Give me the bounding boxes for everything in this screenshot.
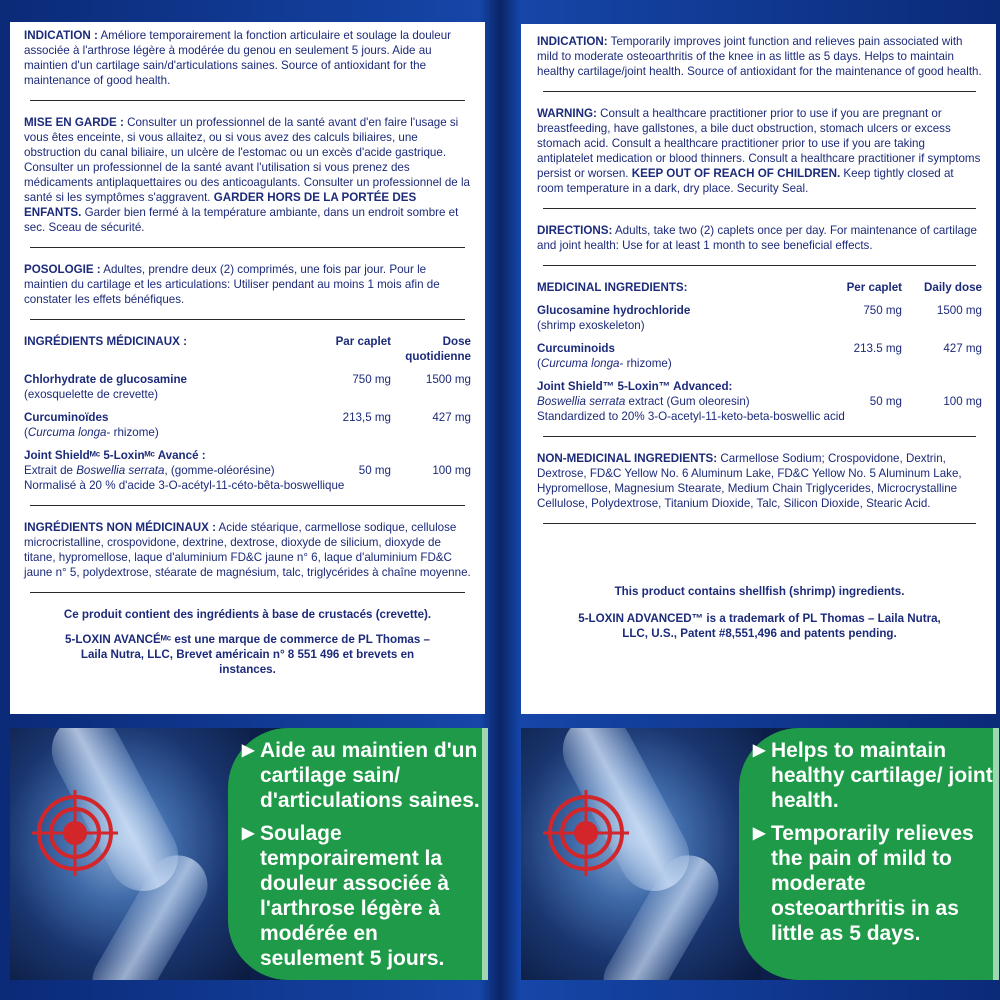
- ingredient-name: Curcuminoids: [537, 342, 615, 355]
- ingredient-row: [537, 379, 982, 424]
- warning-text-en: Consult a healthcare practitioner prior to use if you are pregnant or breastfeeding, have gallstones, a bile duct obstruction, stomach ulcers or excess stomach acid. Consult a healthcare practitioner prior to use if you are taking antiplatelet medication or blood thinners. Consult a healthcare practitioner if symptoms persist or worsen.: [537, 107, 981, 180]
- ingredient-row: Curcuminoids (Curcuma longa- rhizome) 213.5 mg 427 mg: [537, 342, 982, 370]
- benefit-item: [753, 821, 993, 946]
- shellfish-notice-en: This product contains shellfish (shrimp) ingredients.: [614, 585, 905, 598]
- ingredient-daily: 1500 mg: [425, 373, 471, 386]
- ingredient-source-latin: Curcuma longa: [27, 426, 107, 439]
- divider: [543, 523, 976, 524]
- divider: [30, 100, 465, 101]
- ingredient-daily: 427 mg: [943, 342, 982, 355]
- ingredient-extract-b: extract (Gum oleoresin): [625, 395, 750, 408]
- ingredient-row: [537, 303, 982, 333]
- nonmed-text-fr: Acide stéarique, carmellose sodique, cellulose microcristalline, crospovidone, dextrine, dextrose, dioxyde de silicium, dioxyde de titane, hypromellose, laque d'aluminium FD&C jaune n° 6, laque d'aluminium FD&C jaune n° 5, polydextrose, stéarate de magnésium, talc, triglycérides à chaîne moyenne.: [24, 521, 471, 579]
- trademark-notice-en: 5-LOXIN ADVANCED™ is a trademark of PL Thomas – Laila Nutra, LLC, U.S., Patent #8,551,496 and patents pending.: [578, 612, 941, 640]
- ingredient-standardized: Normalisé à 20 % d'acide 3-O-acétyl-11-céto-bêta-boswellique: [24, 479, 345, 492]
- ingredient-extract-latin: Boswellia serrata: [537, 395, 626, 408]
- benefit-text: Temporarily relieves the pain of mild to moderate osteoarthritis in as little as 5 days.: [771, 822, 974, 945]
- ingredient-daily: 427 mg: [432, 411, 471, 424]
- ingredient-per-caplet: 50 mg: [358, 464, 391, 477]
- indication-text-en: Temporarily improves joint function and relieves pain associated with mild to moderate osteoarthritis of the knee in as little as 5 days. Helps to maintain healthy cartilage/joint health. Source of antioxidant for the maintenance of good health.: [537, 35, 982, 78]
- nonmed-section-fr: [24, 520, 471, 580]
- ingredient-extract-latin: Boswellia serrata: [76, 464, 165, 477]
- crosshair-target-icon: [30, 788, 120, 878]
- shellfish-notice-fr: Ce produit contient des ingrédients à base de crustacés (crevette).: [63, 608, 432, 621]
- trademark-notice-fr: 5-LOXIN AVANCÉᴹᶜ est une marque de commerce de PL Thomas – Laila Nutra, LLC, Brevet américain n° 8 551 496 et brevets en instances.: [65, 633, 430, 676]
- col-per-caplet-fr: Par caplet: [335, 335, 391, 348]
- divider: [543, 208, 976, 209]
- benefit-item: [753, 738, 993, 813]
- warning-heading-en: WARNING:: [537, 107, 597, 120]
- ingredient-name: Chlorhydrate de glucosamine: [24, 373, 187, 386]
- indication-section-en: [537, 34, 982, 79]
- triangle-arrow-icon: ▶: [242, 825, 255, 842]
- warning-section-fr: [24, 115, 471, 235]
- directions-section-en: [537, 223, 982, 253]
- med-heading-fr: INGRÉDIENTS MÉDICINAUX :: [24, 335, 187, 348]
- divider: [30, 592, 465, 593]
- triangle-arrow-icon: ▶: [753, 742, 766, 759]
- benefit-text: Helps to maintain healthy cartilage/ joint health.: [771, 739, 993, 812]
- indication-heading-fr: INDICATION :: [24, 29, 98, 42]
- ingredient-source-latin: Curcuma longa: [540, 357, 620, 370]
- ingredient-source-rest: - rhizome): [106, 426, 159, 439]
- benefits-box-fr: [228, 728, 488, 980]
- ingredient-name: Glucosamine hydrochloride: [537, 304, 691, 317]
- ingredient-row: Curcuminoïdes (Curcuma longa- rhizome) 213,5 mg 427 mg: [24, 411, 471, 439]
- ingredient-name: Curcuminoïdes: [24, 411, 109, 424]
- english-label-panel: [521, 24, 996, 714]
- ingredient-daily: 100 mg: [943, 395, 982, 408]
- ingredient-name: Joint Shield™ 5-Loxin™ Advanced:: [537, 380, 733, 393]
- ingredient-per-caplet: 213,5 mg: [342, 411, 391, 424]
- indication-heading-en: INDICATION:: [537, 35, 608, 48]
- medicinal-ingredients-header-fr: [24, 334, 471, 364]
- divider: [543, 436, 976, 437]
- warning-section-en: [537, 106, 982, 196]
- nonmed-heading-en: NON-MEDICINAL INGREDIENTS:: [537, 452, 718, 465]
- dose-text-fr: Adultes, prendre deux (2) comprimés, une fois par jour. Pour le maintien du cartilage et les articulations: Utiliser pendant au moins 1 mois afin de constater les effets bénéfiques.: [24, 263, 440, 306]
- ingredient-source: (exosquelette de crevette): [24, 388, 159, 401]
- col-per-caplet-en: Per caplet: [846, 281, 902, 294]
- warning-heading-fr: MISE EN GARDE :: [24, 116, 124, 129]
- warning-text-fr: Consulter un professionnel de la santé avant d'en faire l'usage si vous êtes enceinte, si vous allaitez, ou si vous avez des calculs biliaires, une obstruction du canal biliaire, un ulcère de l'estomac ou un excès d'acide gastrique. Consulter un professionnel de la santé avant l'utilisation si vous prenez des médicaments antiplaquettaires ou des anticoagulants. Consulter un professionnel de la santé si les symptômes s'aggravent.: [24, 116, 470, 204]
- col-daily-dose-en: Daily dose: [924, 281, 982, 294]
- med-heading-en: MEDICINAL INGREDIENTS:: [537, 281, 688, 294]
- ingredient-per-caplet: 750 mg: [863, 304, 902, 317]
- divider: [30, 247, 465, 248]
- benefit-item: [242, 821, 482, 971]
- warning-bold-en: KEEP OUT OF REACH OF CHILDREN.: [631, 167, 841, 180]
- dose-section-fr: [24, 262, 471, 307]
- knee-joint-image: [10, 728, 250, 980]
- french-label-panel: [10, 22, 485, 714]
- ingredient-row: [24, 372, 471, 402]
- directions-text-en: Adults, take two (2) caplets once per day. For maintenance of cartilage and joint health: Use for at least 1 month to see beneficial effects.: [537, 224, 977, 252]
- medicinal-ingredients-header-en: [537, 280, 982, 295]
- directions-heading-en: DIRECTIONS:: [537, 224, 613, 237]
- divider: [543, 265, 976, 266]
- benefits-box-en: [739, 728, 999, 980]
- ingredient-standardized: Standardized to 20% 3-O-acetyl-11-keto-beta-boswellic acid: [537, 410, 845, 423]
- ingredient-daily: 1500 mg: [936, 304, 982, 317]
- ingredient-extract-a: Extrait de: [24, 464, 77, 477]
- warning-tail-fr: Garder bien fermé à la température ambiante, dans un endroit sombre et sec. Sceau de sécurité.: [24, 206, 459, 234]
- indication-text-fr: Améliore temporairement la fonction articulaire et soulage la douleur associée à l'arthrose légère à modérée du genou en seulement 5 jours. Aide au maintien d'un cartilage sain/d'articulations saines. Source of antioxidant for the maintenance of good health.: [24, 29, 452, 87]
- benefit-text: Soulage temporairement la douleur associée à l'arthrose légère à modérée en seulement 5 jours.: [260, 822, 450, 970]
- divider: [30, 505, 465, 506]
- knee-joint-image: [521, 728, 761, 980]
- ingredient-per-caplet: 750 mg: [352, 373, 391, 386]
- crosshair-target-icon: [541, 788, 631, 878]
- triangle-arrow-icon: ▶: [242, 742, 255, 759]
- indication-section-fr: [24, 28, 471, 88]
- benefit-text: Aide au maintien d'un cartilage sain/ d'articulations saines.: [260, 739, 480, 812]
- ingredient-row: [24, 448, 471, 493]
- ingredient-per-caplet: 50 mg: [869, 395, 902, 408]
- ingredient-per-caplet: 213.5 mg: [853, 342, 902, 355]
- warning-bold-fr: GARDER HORS DE LA PORTÉE DES ENFANTS.: [24, 191, 417, 219]
- ingredient-source: (shrimp exoskeleton): [537, 319, 645, 332]
- nonmed-section-en: [537, 451, 982, 511]
- nonmed-heading-fr: INGRÉDIENTS NON MÉDICINAUX :: [24, 521, 216, 534]
- ingredient-source-rest: - rhizome): [619, 357, 672, 370]
- triangle-arrow-icon: ▶: [753, 825, 766, 842]
- warning-tail-en: Keep tightly closed at room temperature in a dark, dry place. Security Seal.: [537, 167, 954, 195]
- divider: [543, 91, 976, 92]
- nonmed-text-en: Carmellose Sodium; Crospovidone, Dextrin, Dextrose, FD&C Yellow No. 6 Aluminum Lake, FD&C Yellow No. 5 Aluminum Lake, Hypromellose, Magnesium Stearate, Medium Chain Triglycerides, Microcrystalline Cellulose, Polydextrose, Titanium Dioxide, Talc, Silicon Dioxide, Stearic Acid.: [537, 452, 962, 510]
- divider: [30, 319, 465, 320]
- ingredient-extract-b: , (gomme-oléorésine): [164, 464, 275, 477]
- benefit-banner-fr: [10, 728, 488, 980]
- benefit-banner-en: [521, 728, 999, 980]
- ingredient-daily: 100 mg: [432, 464, 471, 477]
- col-daily-dose-fr: Dose quotidienne: [405, 335, 471, 363]
- benefit-item: [242, 738, 482, 813]
- ingredient-name: Joint Shieldᴹᶜ 5-Loxinᴹᶜ Avancé :: [24, 449, 206, 462]
- dose-heading-fr: POSOLOGIE :: [24, 263, 101, 276]
